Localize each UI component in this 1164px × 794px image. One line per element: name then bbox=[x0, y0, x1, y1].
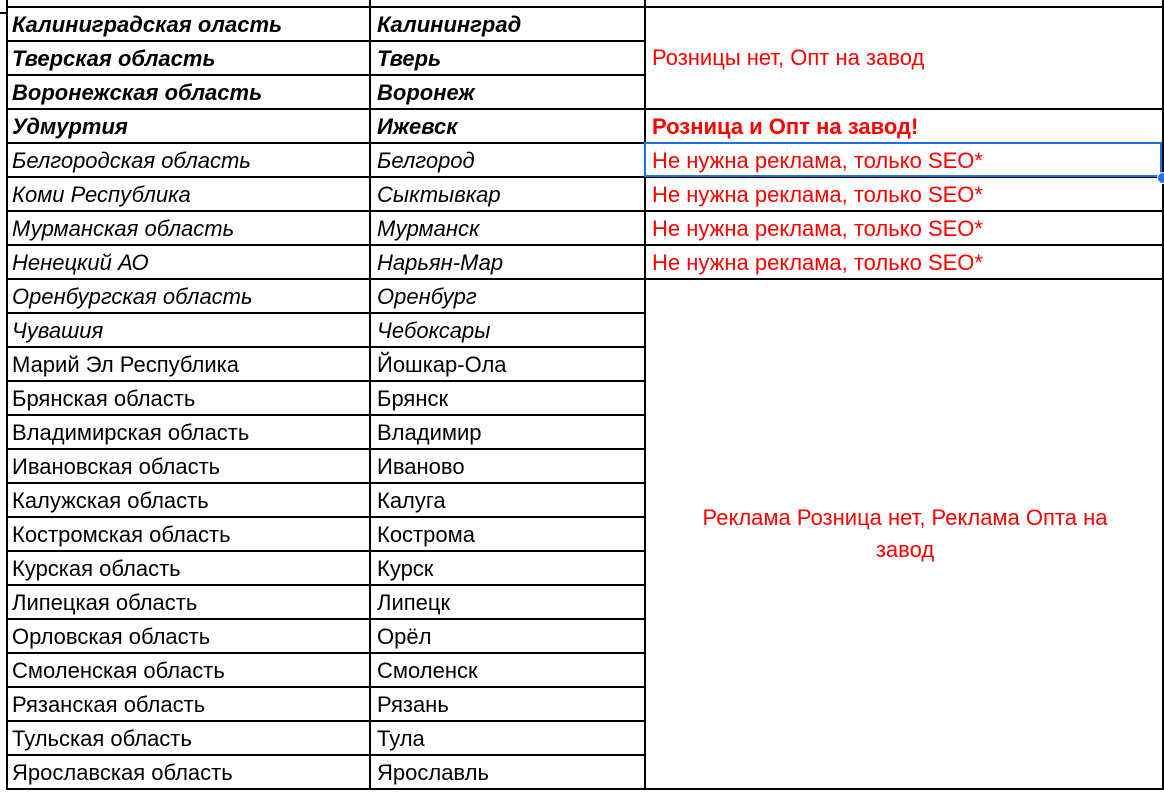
city-cell[interactable]: Владимир bbox=[377, 420, 482, 445]
region-cell[interactable]: Чувашия bbox=[12, 318, 104, 343]
note-cell-group1[interactable] bbox=[652, 8, 924, 108]
city-cell[interactable]: Тула bbox=[377, 726, 425, 751]
grid-col1-border bbox=[369, 0, 371, 790]
region-cell[interactable]: Мурманская область bbox=[12, 216, 235, 241]
table-row bbox=[0, 314, 644, 348]
table-row bbox=[0, 178, 644, 212]
table-row bbox=[0, 110, 644, 144]
city-cell[interactable]: Смоленск bbox=[377, 658, 478, 683]
note-cell-group2[interactable] bbox=[646, 280, 1164, 788]
table-row bbox=[0, 144, 644, 178]
note-text-seo-belgorod: Не нужна реклама, только SEO* bbox=[652, 148, 983, 173]
grid-top-border bbox=[6, 6, 646, 8]
city-cell[interactable]: Иваново bbox=[377, 454, 465, 479]
region-cell[interactable]: Липецкая область bbox=[12, 590, 198, 615]
region-cell[interactable]: Воронежская область bbox=[12, 80, 263, 105]
region-cell[interactable]: Калужская область bbox=[12, 488, 209, 513]
city-cell[interactable]: Оренбург bbox=[377, 284, 477, 309]
city-cell[interactable]: Орёл bbox=[377, 624, 432, 649]
region-cell[interactable]: Брянская область bbox=[12, 386, 196, 411]
region-cell[interactable]: Ненецкий АО bbox=[12, 250, 149, 275]
table-row bbox=[0, 620, 644, 654]
table-row bbox=[0, 42, 644, 76]
city-cell[interactable]: Нарьян-Мар bbox=[377, 250, 504, 275]
note-text-seo-nenets: Не нужна реклама, только SEO* bbox=[652, 250, 983, 275]
note-cell-seo-murmansk[interactable] bbox=[652, 212, 983, 246]
fill-handle[interactable] bbox=[1157, 172, 1164, 184]
selected-cell-outline bbox=[644, 142, 1162, 177]
table-row bbox=[0, 756, 644, 790]
region-cell[interactable]: Удмуртия bbox=[12, 114, 128, 139]
table-row bbox=[0, 280, 644, 314]
region-cell[interactable]: Тверская область bbox=[12, 46, 216, 71]
region-cell[interactable]: Ивановская область bbox=[12, 454, 221, 479]
city-cell[interactable]: Липецк bbox=[377, 590, 451, 615]
col3-line-after-seo2 bbox=[644, 210, 1164, 212]
col3-line-after-group1 bbox=[644, 108, 1164, 110]
table-row bbox=[0, 450, 644, 484]
table-row bbox=[0, 518, 644, 552]
region-cell[interactable]: Калиниградская оласть bbox=[12, 12, 283, 37]
city-cell[interactable]: Ижевск bbox=[377, 114, 458, 139]
city-cell[interactable]: Калининград bbox=[377, 12, 522, 37]
city-cell[interactable]: Чебоксары bbox=[377, 318, 491, 343]
table-row bbox=[0, 348, 644, 382]
region-cell[interactable]: Владимирская область bbox=[12, 420, 250, 445]
table-row bbox=[0, 688, 644, 722]
city-cell[interactable]: Сыктывкар bbox=[377, 182, 501, 207]
table-row bbox=[0, 722, 644, 756]
table-row bbox=[0, 246, 644, 280]
region-cell[interactable]: Рязанская область bbox=[12, 692, 206, 717]
table-row bbox=[0, 416, 644, 450]
note-text-seo-murmansk: Не нужна реклама, только SEO* bbox=[652, 216, 983, 241]
col3-line-after-seo4 bbox=[644, 278, 1164, 280]
row-header-tick bbox=[0, 12, 6, 14]
table-row bbox=[0, 76, 644, 110]
col3-bottom-border bbox=[644, 788, 1164, 790]
table-row bbox=[0, 8, 644, 42]
note-text-udmurtia: Розница и Опт на завод! bbox=[652, 114, 919, 139]
region-cell[interactable]: Орловская область bbox=[12, 624, 211, 649]
city-cell[interactable]: Калуга bbox=[377, 488, 446, 513]
city-cell[interactable]: Мурманск bbox=[377, 216, 480, 241]
table-row bbox=[0, 552, 644, 586]
table-row bbox=[0, 654, 644, 688]
city-cell[interactable]: Ярославль bbox=[377, 760, 489, 785]
region-cell[interactable]: Белгородская область bbox=[12, 148, 251, 173]
region-cell[interactable]: Тульская область bbox=[12, 726, 192, 751]
note-cell-seo-nenets[interactable] bbox=[652, 246, 983, 280]
note-text-group1: Розницы нет, Опт на завод bbox=[652, 45, 925, 70]
city-cell[interactable]: Воронеж bbox=[377, 80, 475, 105]
row-divider bbox=[6, 788, 646, 790]
grid-col2-border bbox=[644, 0, 646, 790]
region-cell[interactable]: Костромская область bbox=[12, 522, 231, 547]
note-text-seo-komi: Не нужна реклама, только SEO* bbox=[652, 182, 983, 207]
city-cell[interactable]: Рязань bbox=[377, 692, 449, 717]
col3-top-border bbox=[644, 6, 1164, 8]
note-cell-seo-komi[interactable] bbox=[652, 178, 983, 212]
city-cell[interactable]: Брянск bbox=[377, 386, 449, 411]
region-cell[interactable]: Ярославская область bbox=[12, 760, 233, 785]
table-row bbox=[0, 212, 644, 246]
table-row bbox=[0, 382, 644, 416]
city-cell[interactable]: Йошкар-Ола bbox=[377, 352, 507, 377]
region-cell[interactable]: Смоленская область bbox=[12, 658, 225, 683]
table-row bbox=[0, 484, 644, 518]
region-cell[interactable]: Коми Республика bbox=[12, 182, 191, 207]
grid-left-border bbox=[6, 0, 8, 790]
region-cell[interactable]: Оренбургская область bbox=[12, 284, 253, 309]
region-cell[interactable]: Марий Эл Республика bbox=[12, 352, 239, 377]
note-text-group2-line2: завод bbox=[875, 537, 935, 562]
table-row bbox=[0, 586, 644, 620]
note-cell-udmurtia[interactable] bbox=[652, 110, 918, 144]
region-cell[interactable]: Курская область bbox=[12, 556, 181, 581]
city-cell[interactable]: Белгород bbox=[377, 148, 475, 173]
col3-line-after-seo3 bbox=[644, 244, 1164, 246]
note-text-group2-line1: Реклама Розница нет, Реклама Опта на bbox=[702, 505, 1108, 530]
city-cell[interactable]: Курск bbox=[377, 556, 434, 581]
city-cell[interactable]: Тверь bbox=[377, 46, 442, 71]
city-cell[interactable]: Кострома bbox=[377, 522, 475, 547]
